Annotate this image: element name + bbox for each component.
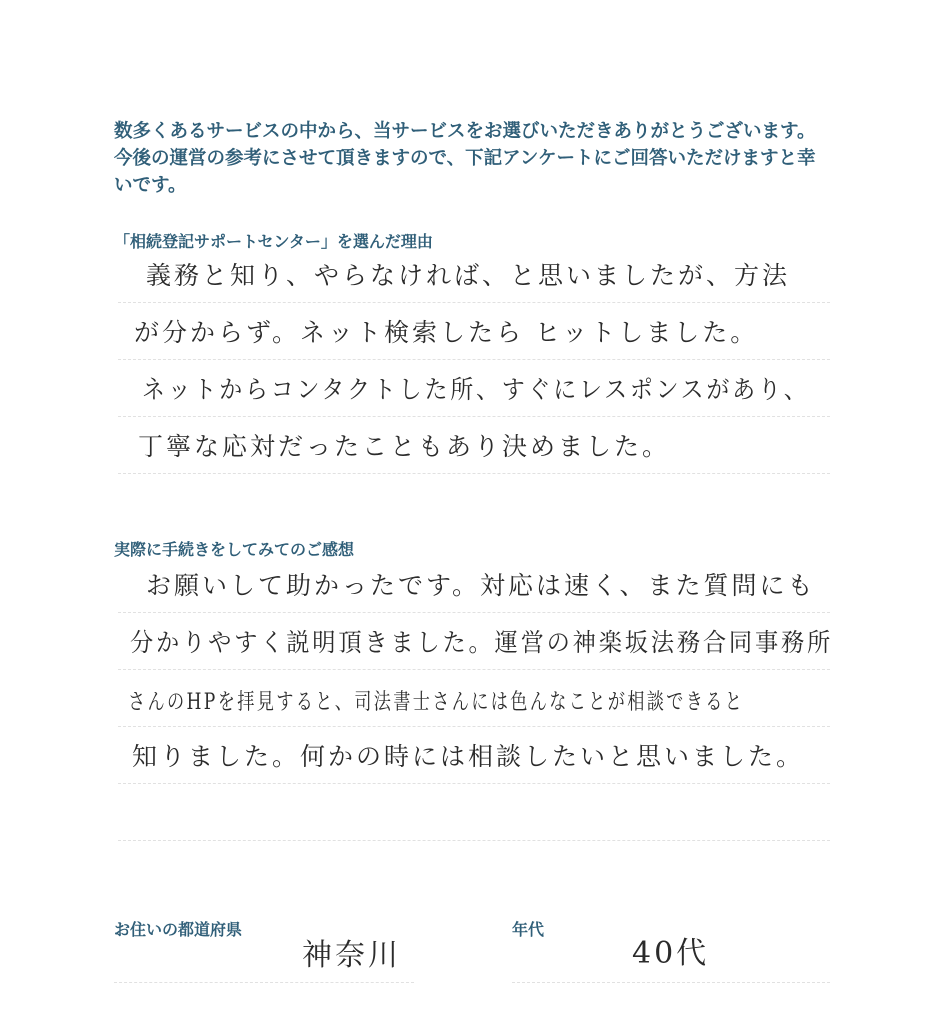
age-label: 年代 <box>512 920 545 939</box>
answer-line <box>118 417 830 474</box>
handwritten-text: 丁寧な応対だったこともあり決めました。 <box>138 432 671 461</box>
answer-line <box>118 246 830 303</box>
survey-intro-text: 数多くあるサービスの中から、当サービスをお選びいただきありがとうございます。今後の運営の参考にさせて頂きますので、下記アンケートにご回答いただけますと幸いです。 <box>114 121 816 196</box>
question-impression-label: 実際に手続きをしてみてのご感想 <box>114 540 355 559</box>
question-reason-label: 「相続登記サポートセンター」を選んだ理由 <box>114 232 433 251</box>
handwritten-text: お願いして助かったです。対応は速く、また質問にも <box>146 571 816 600</box>
prefecture-underline <box>114 982 414 983</box>
answer-line <box>118 613 834 670</box>
handwritten-text: さんのHPを拝見すると、司法書士さんには色んなことが相談できると <box>128 690 745 715</box>
prefecture-label: お住いの都道府県 <box>114 920 243 939</box>
answer-line <box>118 303 830 360</box>
answer-reason <box>118 246 830 474</box>
answer-line <box>118 360 830 417</box>
answer-impression <box>118 556 834 841</box>
answer-line <box>118 784 830 841</box>
handwritten-text: が分からず。ネット検索したら ヒットしました。 <box>134 318 759 347</box>
answer-line <box>118 670 830 727</box>
age-underline <box>512 982 830 983</box>
handwritten-text: 義務と知り、やらなければ、と思いましたが、方法 <box>146 261 791 290</box>
handwritten-text: ネットからコンタクトした所、すぐにレスポンスがあり、 <box>142 375 810 404</box>
age-answer: 40代 <box>632 936 710 971</box>
handwritten-text: 知りました。何かの時には相談したいと思いました。 <box>132 742 805 771</box>
prefecture-answer: 神奈川 <box>302 938 401 973</box>
handwritten-text: 分かりやすく説明頂きました。運営の神楽坂法務合同事務所 <box>130 628 834 657</box>
answer-line <box>118 556 830 613</box>
answer-line <box>118 727 830 784</box>
